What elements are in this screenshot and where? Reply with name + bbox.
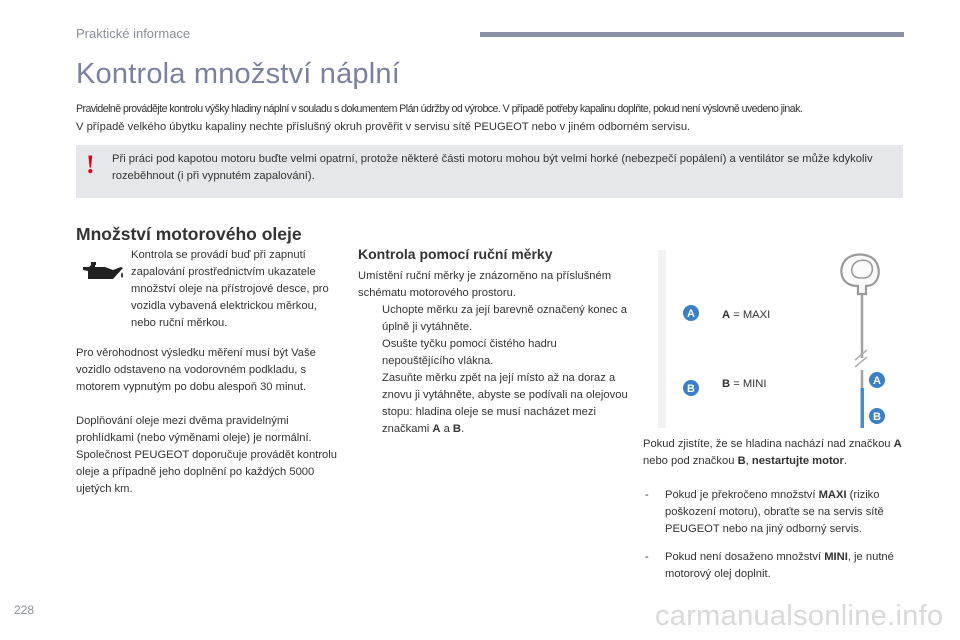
rod-marker-b-icon: [869, 408, 885, 424]
section-label: Praktické informace: [76, 26, 191, 41]
dipstick-step-2: [358, 336, 628, 370]
dipstick-step-1: [358, 302, 628, 336]
intro-paragraph-2: V případě velkého úbytku kapaliny nechte příslušný okruh prověřit v servisu sítě PEUGEOT nebo v jiném odborném servisu.: [76, 121, 691, 133]
marker-b-icon: [683, 380, 699, 396]
label-mini: B = MINI: [722, 378, 767, 390]
dipstick-figure: [658, 250, 903, 428]
header-bar: [480, 32, 904, 37]
result-item-mini: [643, 549, 908, 583]
dipstick-step-3: [358, 370, 628, 438]
dipstick-handle: [841, 255, 878, 295]
oil-level-heading: Množství motorového oleje: [76, 224, 302, 244]
oil-can-icon: [80, 258, 126, 288]
svg-text:B: B: [873, 411, 881, 423]
warning-icon: !: [86, 150, 95, 179]
oil-level-intro: Kontrola se provádí buď při zapnutí zapalování prostřednictvím ukazatele množství oleje na přístrojové desce, pro vozidla vybavená elektrickou měrkou, nebo ruční měrkou.: [131, 249, 329, 329]
result-intro: Pokud zjistíte, že se hladina nachází nad značkou A nebo pod značkou B, nestartujte motor.: [643, 438, 902, 467]
svg-text:B: B: [687, 383, 695, 395]
dash-icon: -: [645, 489, 649, 501]
svg-text:A: A: [687, 308, 695, 320]
oil-film: [861, 388, 865, 428]
result-item-maxi: [643, 487, 908, 538]
result-text: Pokud je překročeno množství MAXI (riziko poškození motoru), obraťte se na servis sítě PEUGEOT nebo na jiný odborný servis.: [665, 489, 884, 535]
step-text: Uchopte měrku za její barevně označený konec a úplně ji vytáhněte.: [382, 304, 628, 333]
dipstick-intro: Umístění ruční měrky je znázorněno na příslušném schématu motorového prostoru.: [358, 270, 612, 299]
label-maxi: A = MAXI: [722, 309, 771, 321]
watermark: carmanualsonline.info: [655, 600, 944, 632]
oil-level-paragraph-2: Doplňování oleje mezi dvěma pravidelnými prohlídkami (nebo výměnami oleje) je normální. Společnost PEUGEOT doporučuje provádět kontrolu oleje a případně jeho doplnění po každých 5000 ujetých km.: [76, 415, 337, 495]
svg-text:A: A: [873, 375, 881, 387]
step-text: Zasuňte měrku zpět na její místo až na doraz a znovu ji vytáhněte, abyste se podívali na olejovou stopu: hladina oleje se musí nacházet mezi značkami A a B.: [382, 372, 628, 435]
result-text: Pokud není dosaženo množství MINI, je nutné motorový olej doplnit.: [665, 551, 894, 580]
intro-paragraph-1: Pravidelně provádějte kontrolu výšky hladiny náplní v souladu s dokumentem Plán údržby od výrobce. V případě potřeby kapalinu doplňte, pokud není výslovně uvedeno jinak.: [76, 103, 803, 115]
step-text: Osušte tyčku pomocí čistého hadru nepouštějícího vlákna.: [382, 338, 557, 367]
page-number: 228: [14, 603, 35, 617]
page-title: Kontrola množství náplní: [76, 58, 400, 90]
rod-marker-a-icon: [869, 372, 885, 388]
oil-level-paragraph-1: Pro věrohodnost výsledku měření musí být Vaše vozidlo odstaveno na vodorovném podkladu, s motorem vypnutým po dobu alespoň 30 minut.: [76, 347, 316, 393]
marker-a-icon: [683, 305, 699, 321]
warning-text: Při práci pod kapotou motoru buďte velmi opatrní, protože některé části motoru mohou být velmi horké (nebezpečí popálení) a ventilátor se může kdykoliv rozeběhnout (i při vypnutém zapalování).: [112, 153, 873, 182]
dipstick-heading: Kontrola pomocí ruční měrky: [358, 246, 553, 262]
dash-icon: -: [645, 551, 649, 563]
